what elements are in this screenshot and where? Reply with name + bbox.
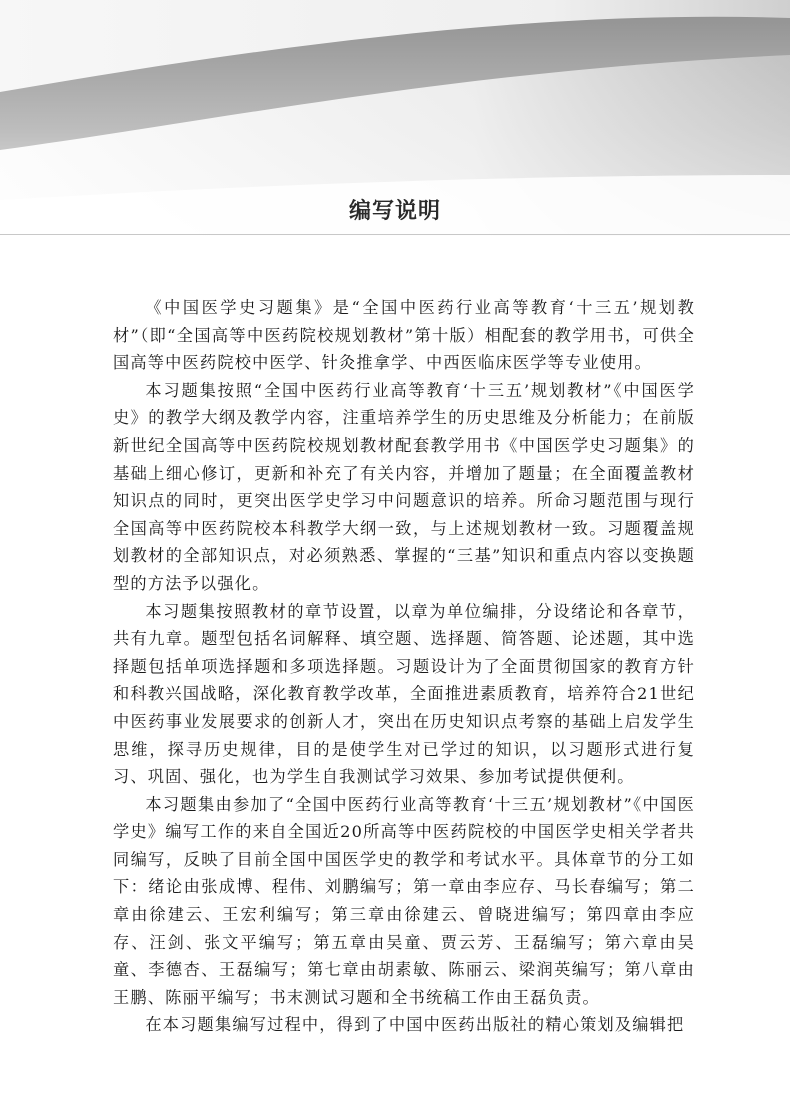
- paragraph: 《中国医学史习题集》是“全国中医药行业高等教育‘十三五’规划教材”（即“全国高等中医药院校规划教材”第十版）相配套的教学用书，可供全国高等中医药院校中医学、针灸推拿学、中西医临床医学等专业使用。: [113, 298, 695, 373]
- paragraph: 本习题集按照“全国中医药行业高等教育‘十三五’规划教材”《中国医学史》的教学大纲及教学内容，注重培养学生的历史思维及分析能力；在前版新世纪全国高等中医药院校规划教材配套教学用书《中国医学史习题集》的基础上细心修订，更新和补充了有关内容，并增加了题量；在全面覆盖教材知识点的同时，更突出医学史学习中问题意识的培养。所命习题范围与现行全国高等中医药院校本科教学大纲一致，与上述规划教材一致。习题覆盖规划教材的全部知识点，对必须熟悉、掌握的“三基”知识和重点内容以变换题型的方法予以强化。: [113, 380, 695, 593]
- paragraph: 在本习题集编写过程中，得到了中国中医药出版社的精心策划及编辑把: [145, 1015, 685, 1035]
- page-title: 编写说明: [348, 199, 441, 224]
- header-rule: [0, 234, 790, 235]
- paragraph: 本习题集由参加了“全国中医药行业高等教育‘十三五’规划教材”《中国医学史》编写工作的来自全国近20所高等中医药院校的中国医学史相关学者共同编写，反映了目前全国中国医学史的教学和考试水平。具体章节的分工如下：绪论由张成博、程伟、刘鹏编写；第一章由李应存、马长春编写；第二章由徐建云、王宏利编写；第三章由徐建云、曾晓进编写；第四章由李应存、汪剑、张文平编写；第五章由吴童、贾云芳、王磊编写；第六章由吴童、李德杏、王磊编写；第七章由胡素敏、陈丽云、梁润英编写；第八章由王鹏、陈丽平编写；书末测试习题和全书统稿工作由王磊负责。: [113, 794, 695, 1007]
- paragraph: 本习题集按照教材的章节设置，以章为单位编排，分设绪论和各章节，共有九章。题型包括名词解释、填空题、选择题、简答题、论述题，其中选择题包括单项选择题和多项选择题。习题设计为了全面贯彻国家的教育方针和科教兴国战略，深化教育教学改革，全面推进素质教育，培养符合21世纪中医药事业发展要求的创新人才，突出在历史知识点考察的基础上启发学生思维，探寻历史规律，目的是使学生对已学过的知识，以习题形式进行复习、巩固、强化，也为学生自我测试学习效果、参加考试提供便利。: [113, 601, 695, 787]
- body-text: [113, 294, 695, 1039]
